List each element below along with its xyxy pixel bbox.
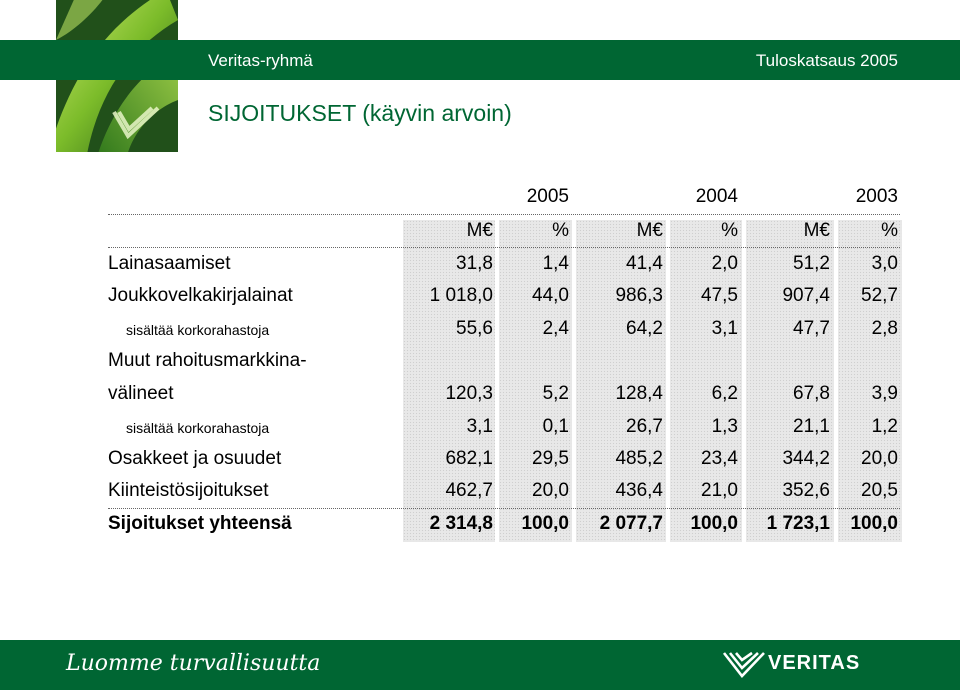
row-label: Lainasaamiset: [108, 253, 231, 274]
value-cell: 5,2: [542, 383, 569, 404]
value-cell: 352,6: [782, 480, 830, 501]
value-cell: 0,1: [542, 416, 569, 437]
table-row: [0, 448, 960, 478]
value-cell: 2 077,7: [599, 513, 663, 534]
row-label: sisältää korkorahastoja: [126, 420, 270, 436]
value-cell: 20,0: [861, 448, 898, 469]
value-cell: 52,7: [861, 285, 898, 306]
value-cell: 47,5: [701, 285, 738, 306]
report-title: Tuloskatsaus 2005: [755, 51, 898, 70]
value-cell: 462,7: [445, 480, 493, 501]
value-cell: 2 314,8: [429, 513, 493, 534]
value-cell: 2,0: [711, 253, 738, 274]
unit-cell: %: [721, 220, 738, 241]
value-cell: 3,0: [871, 253, 898, 274]
veritas-logo-icon: [722, 649, 766, 684]
unit-cell: M€: [636, 220, 663, 241]
value-cell: 485,2: [615, 448, 663, 469]
value-cell: 128,4: [615, 383, 663, 404]
table-row: [0, 318, 960, 348]
total-row: [0, 513, 960, 543]
value-cell: 1 018,0: [429, 285, 493, 306]
year-2003: 2003: [855, 186, 898, 207]
value-cell: 23,4: [701, 448, 738, 469]
value-cell: 986,3: [615, 285, 663, 306]
value-cell: 3,9: [871, 383, 898, 404]
year-2004: 2004: [695, 186, 738, 207]
row-label: Sijoitukset yhteensä: [108, 513, 292, 534]
row-label: Osakkeet ja osuudet: [108, 448, 282, 469]
value-cell: 1,2: [871, 416, 898, 437]
table-row: [0, 480, 960, 510]
value-cell: 907,4: [782, 285, 830, 306]
value-cell: 100,0: [521, 513, 569, 534]
table-row: [0, 285, 960, 315]
row-label: Muut rahoitusmarkkina-: [108, 350, 307, 371]
unit-cell: M€: [466, 220, 493, 241]
value-cell: 51,2: [793, 253, 830, 274]
value-cell: 31,8: [456, 253, 493, 274]
row-label: sisältää korkorahastoja: [126, 322, 270, 338]
header-divider: [108, 214, 900, 215]
unit-cell: %: [881, 220, 898, 241]
value-cell: 29,5: [532, 448, 569, 469]
value-cell: 44,0: [532, 285, 569, 306]
value-cell: 64,2: [626, 318, 663, 339]
value-cell: 21,1: [793, 416, 830, 437]
value-cell: 2,8: [871, 318, 898, 339]
row-label-continued: välineet: [108, 383, 174, 404]
value-cell: 1,4: [542, 253, 569, 274]
footer-bar: [0, 640, 960, 690]
brand-name: VERITAS: [768, 652, 861, 674]
value-cell: 67,8: [793, 383, 830, 404]
value-cell: 100,0: [850, 513, 898, 534]
value-cell: 20,5: [861, 480, 898, 501]
value-cell: 436,4: [615, 480, 663, 501]
value-cell: 6,2: [711, 383, 738, 404]
value-cell: 1,3: [711, 416, 738, 437]
value-cell: 100,0: [690, 513, 738, 534]
value-cell: 55,6: [456, 318, 493, 339]
value-cell: 1 723,1: [766, 513, 830, 534]
slide-title: SIJOITUKSET (käyvin arvoin): [208, 100, 512, 126]
unit-cell: M€: [803, 220, 830, 241]
year-2005: 2005: [526, 186, 569, 207]
value-cell: 21,0: [701, 480, 738, 501]
table-row: [0, 416, 960, 446]
value-cell: 47,7: [793, 318, 830, 339]
units-row: [0, 220, 960, 250]
value-cell: 41,4: [626, 253, 663, 274]
value-cell: 3,1: [466, 416, 493, 437]
value-cell: 682,1: [445, 448, 493, 469]
value-cell: 26,7: [626, 416, 663, 437]
company-name: Veritas-ryhmä: [208, 51, 313, 70]
unit-cell: %: [552, 220, 569, 241]
value-cell: 3,1: [711, 318, 738, 339]
total-divider: [108, 508, 900, 509]
value-cell: 2,4: [542, 318, 569, 339]
value-cell: 20,0: [532, 480, 569, 501]
value-cell: 344,2: [782, 448, 830, 469]
value-cell: 120,3: [445, 383, 493, 404]
table-row: [0, 253, 960, 283]
slogan: Luomme turvallisuutta: [66, 651, 321, 676]
row-label: Joukkovelkakirjalainat: [108, 285, 293, 306]
header-bar: [0, 40, 960, 80]
row-label: Kiinteistösijoitukset: [108, 480, 269, 501]
table-row: [0, 383, 960, 413]
table-row: [0, 350, 960, 380]
units-divider: [108, 247, 900, 248]
